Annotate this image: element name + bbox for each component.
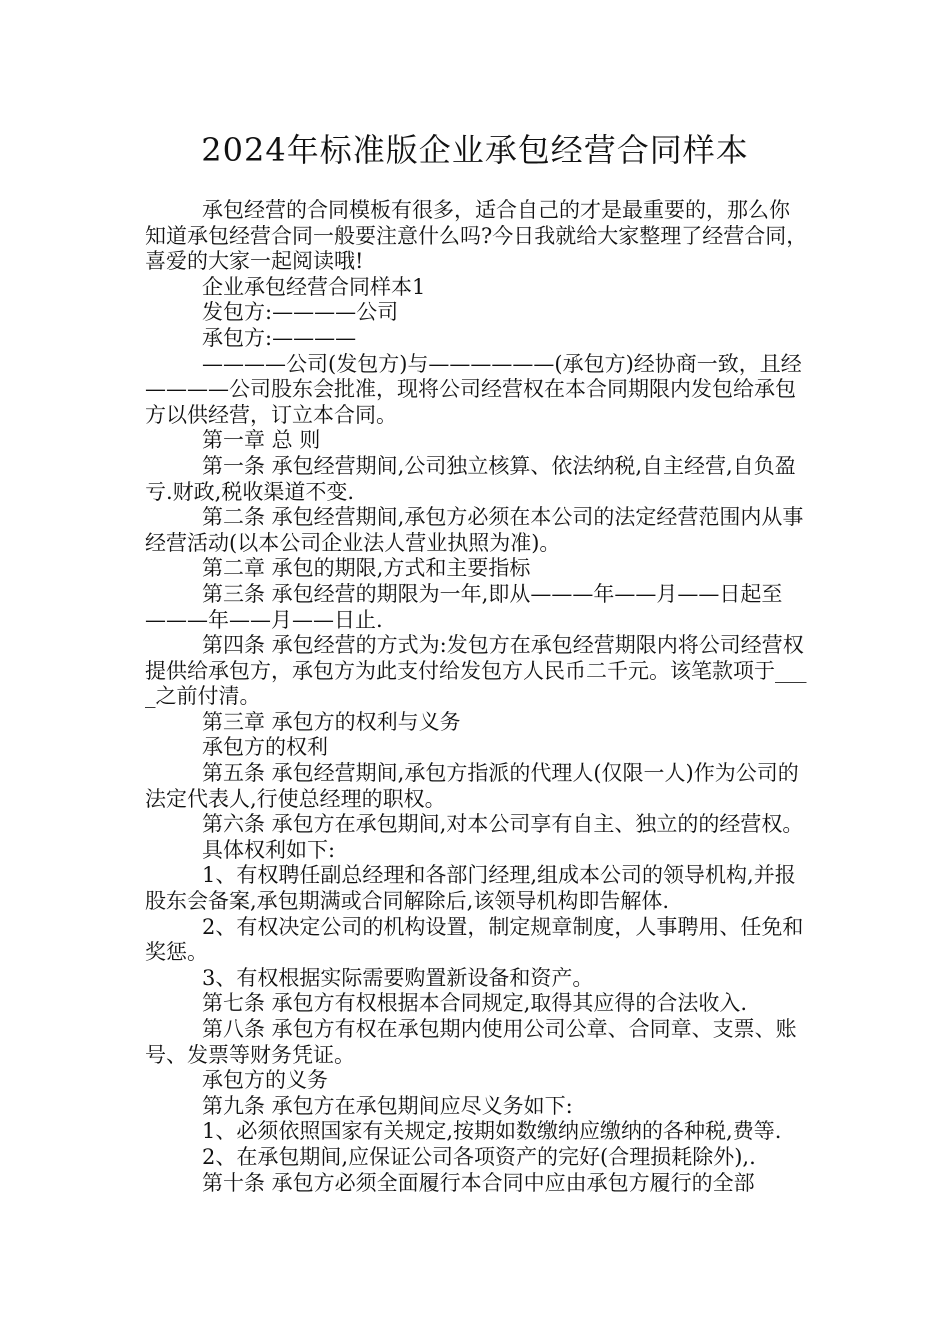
chapter-2-heading: 第二章 承包的期限,方式和主要指标 [202,556,531,581]
preamble-paragraph: ————公司(发包方)与——————(承包方)经协商一致，且经————公司股东会批准，现将公司经营权在本合同期限内发包给承包方以供经营，订立本合同。 [145,351,802,427]
article-2: 第二条 承包经营期间,承包方必须在本公司的法定经营范围内从事经营活动(以本公司企业法人营业执照为准)。 [145,505,804,555]
document-body [145,198,810,1196]
obligations-heading: 承包方的义务 [202,1068,328,1093]
chapter-1-heading: 第一章 总 则 [202,428,321,453]
sample-heading: 企业承包经营合同样本1 [202,274,426,299]
intro-paragraph: 承包经营的合同模板有很多，适合自己的才是最重要的，那么你知道承包经营合同一般要注意什么吗?今日我就给大家整理了经营合同，喜爱的大家一起阅读哦! [145,198,808,274]
document-title: 2024年标准版企业承包经营合同样本 [201,131,749,169]
obligations-item-1: 1、必须依照国家有关规定,按期如数缴纳应缴纳的各种税,费等. [202,1119,782,1144]
article-10: 第十条 承包方必须全面履行本合同中应由承包方履行的全部 [202,1170,755,1195]
rights-heading: 承包方的权利 [202,735,328,760]
article-6: 第六条 承包方在承包期间,对本公司享有自主、独立的的经营权。 [202,812,804,837]
obligations-item-2: 2、在承包期间,应保证公司各项资产的完好(合理损耗除外),. [202,1144,756,1169]
article-9: 第九条 承包方在承包期间应尽义务如下: [202,1093,573,1118]
article-4: 第四条 承包经营的方式为:发包方在承包经营期限内将公司经营权提供给承包方，承包方为此支付给发包方人民币二千元。该笔款项于____之前付清。 [145,633,807,709]
article-8: 第八条 承包方有权在承包期内使用公司公章、合同章、支票、账号、发票等财务凭证。 [145,1017,797,1067]
article-5: 第五条 承包经营期间,承包方指派的代理人(仅限一人)作为公司的法定代表人,行使总经理的职权。 [145,761,799,811]
rights-item-3: 3、有权根据实际需要购置新设备和资产。 [202,965,594,990]
party-a-line: 发包方:————公司 [202,300,399,325]
rights-item-2: 2、有权决定公司的机构设置，制定规章制度，人事聘用、任免和奖惩。 [145,914,804,965]
rights-item-1: 1、有权聘任副总经理和各部门经理,组成本公司的领导机构,并报股东会备案,承包期满或合同解除后,该领导机构即告解体. [145,863,796,914]
chapter-3-heading: 第三章 承包方的权利与义务 [202,709,461,734]
party-b-line: 承包方:———— [202,325,357,350]
article-7: 第七条 承包方有权根据本合同规定,取得其应得的合法收入. [202,991,748,1016]
article-3: 第三条 承包经营的期限为一年,即从———年——月——日起至———年——月——日止. [145,581,783,632]
rights-list-intro: 具体权利如下: [202,837,336,862]
article-1: 第一条 承包经营期间,公司独立核算、依法纳税,自主经营,自负盈亏.财政,税收渠道不变. [145,453,796,504]
